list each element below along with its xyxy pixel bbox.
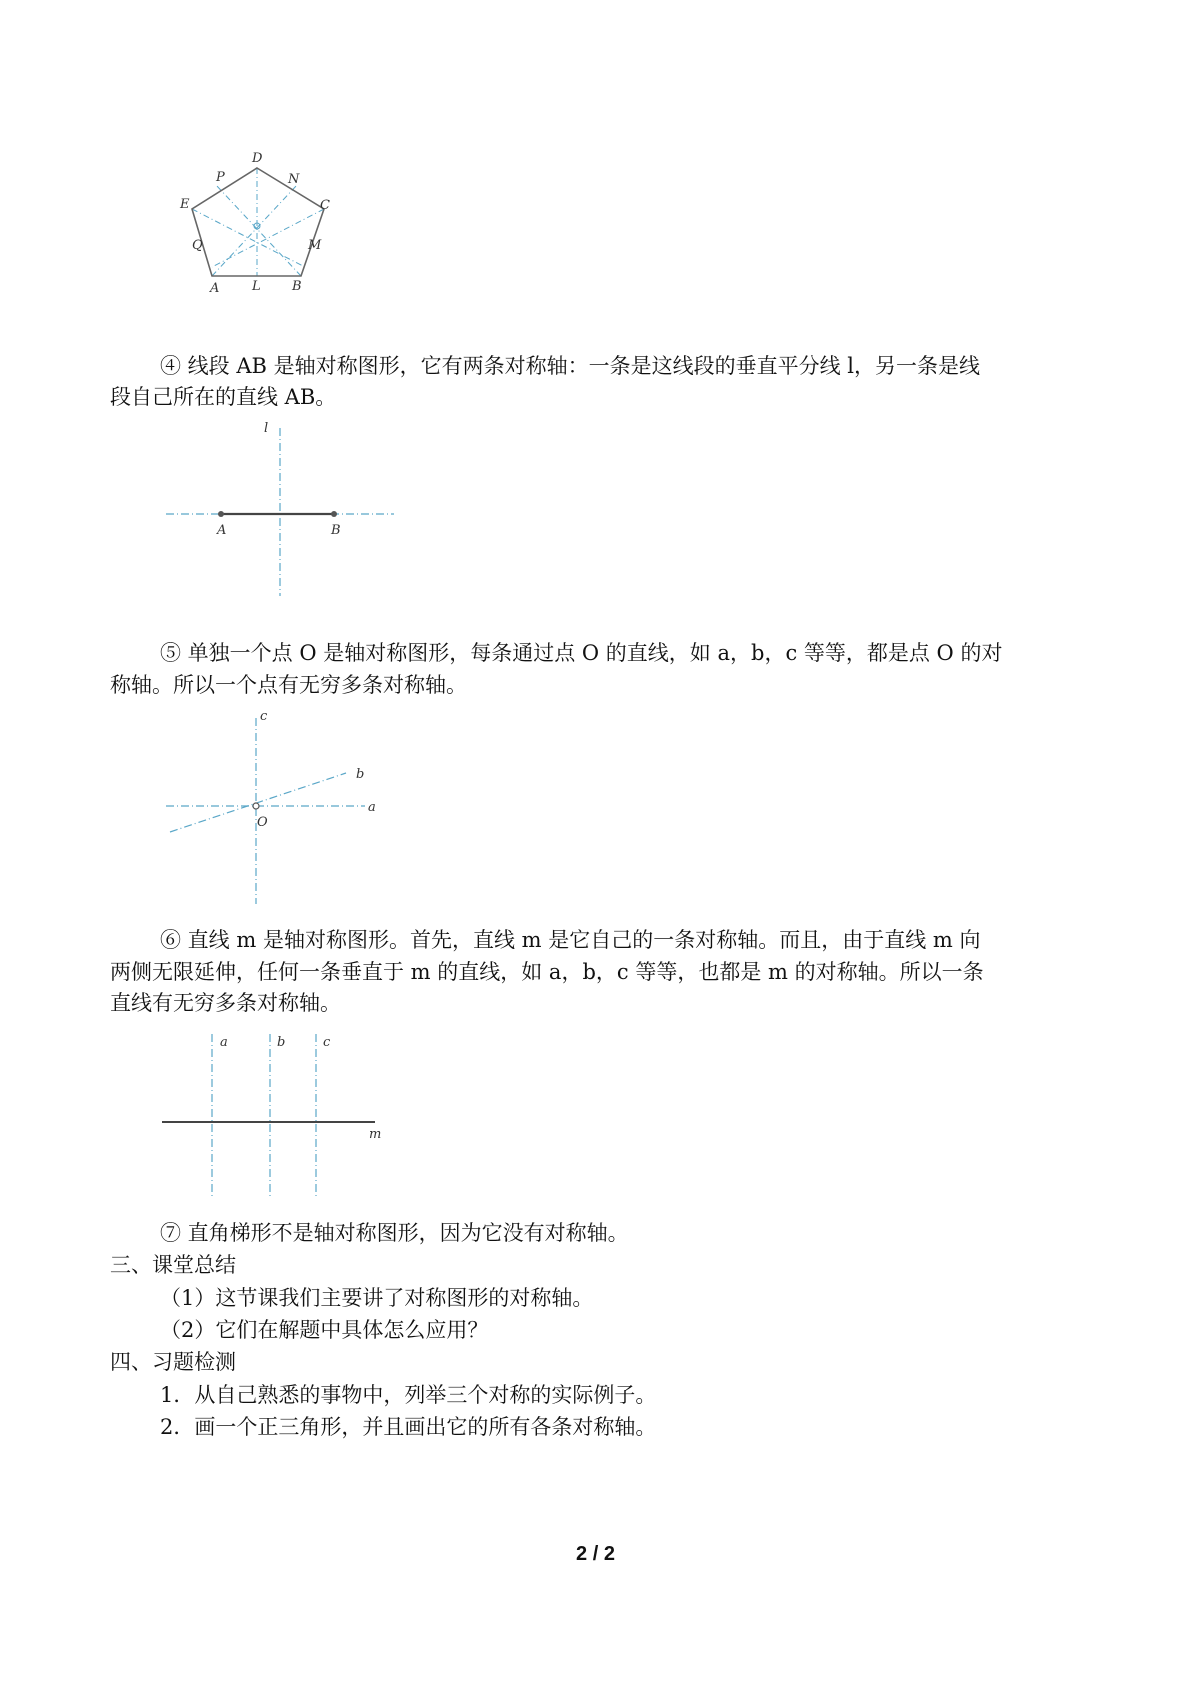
pentagon-label-P: P [216, 170, 225, 185]
segment-label-B: B [331, 523, 341, 538]
segment-svg [160, 418, 400, 598]
line-m-figure [160, 1024, 400, 1204]
segment-label-A: A [217, 523, 227, 538]
point-label-c: c [260, 709, 268, 724]
line-label-a: a [220, 1035, 228, 1050]
para-5-line-2: 称轴。所以一个点有无穷多条对称轴。 [110, 673, 467, 697]
line-label-c: c [323, 1035, 331, 1050]
para-4-line-1: ④ 线段 AB 是轴对称图形，它有两条对称轴：一条是这线段的垂直平分线 l，另一条是线 [160, 354, 981, 378]
point-svg [160, 706, 400, 906]
point-label-a: a [368, 800, 376, 815]
pentagon-label-Q: Q [192, 238, 203, 253]
page-number: 2 / 2 [576, 1543, 615, 1565]
pentagon-label-N: N [288, 172, 300, 187]
pentagon-label-D: D [252, 151, 263, 166]
line-label-b: b [277, 1035, 286, 1050]
segment-label-l: l [264, 421, 269, 436]
para-6-line-1: ⑥ 直线 m 是轴对称图形。首先，直线 m 是它自己的一条对称轴。而且，由于直线 m 向 [160, 928, 981, 952]
pentagon-label-L: L [252, 279, 261, 294]
summary-item-2: （2）它们在解题中具体怎么应用？ [160, 1318, 489, 1342]
pentagon-label-A: A [210, 281, 220, 296]
para-4-line-2: 段自己所在的直线 AB。 [110, 385, 337, 409]
pentagon-label-C: C [320, 198, 330, 213]
point-label-O: O [257, 815, 268, 830]
exercise-item-2: 2．画一个正三角形，并且画出它的所有各条对称轴。 [160, 1415, 657, 1439]
pentagon-label-E: E [180, 197, 190, 212]
pentagon-figure [170, 150, 390, 320]
para-6-line-3: 直线有无穷多条对称轴。 [110, 991, 341, 1015]
segment-figure [160, 418, 400, 598]
exercises-heading: 四、习题检测 [110, 1350, 236, 1374]
point-label-b: b [356, 767, 365, 782]
para-5-line-1: ⑤ 单独一个点 O 是轴对称图形，每条通过点 O 的直线，如 a，b，c 等等，都是点 O 的对 [160, 641, 1003, 665]
pentagon-label-B: B [292, 279, 302, 294]
summary-item-1: （1）这节课我们主要讲了对称图形的对称轴。 [160, 1286, 594, 1310]
pentagon-svg [170, 150, 390, 320]
exercise-item-1: 1．从自己熟悉的事物中，列举三个对称的实际例子。 [160, 1383, 657, 1407]
pentagon-label-M: M [308, 238, 322, 253]
point-figure [160, 706, 400, 906]
para-6-line-2: 两侧无限延伸，任何一条垂直于 m 的直线，如 a，b，c 等等，也都是 m 的对称轴。所以一条 [110, 960, 984, 984]
line-label-m: m [369, 1127, 382, 1142]
line-m-svg [160, 1024, 400, 1204]
summary-heading: 三、课堂总结 [110, 1253, 236, 1277]
para-7: ⑦ 直角梯形不是轴对称图形，因为它没有对称轴。 [160, 1221, 629, 1245]
